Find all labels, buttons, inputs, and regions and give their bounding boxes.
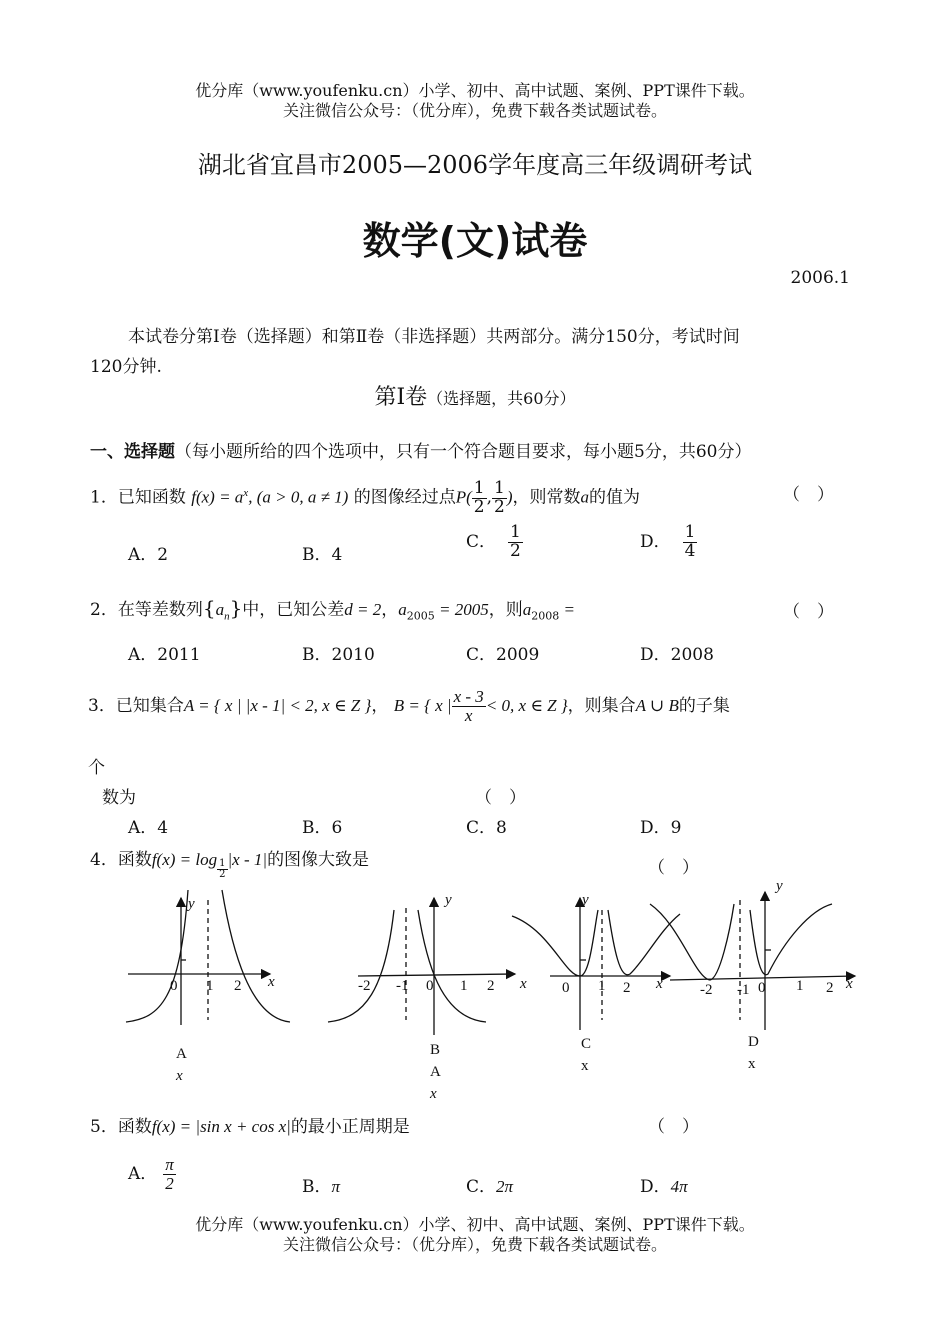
graph-d-tick-1: 1 [796,978,804,994]
q2-answer-bracket[interactable]: （ ） [783,602,834,622]
q2-term-b-sub: 2008 [531,609,560,623]
q5-option-b-label: B． [302,1177,332,1197]
q1-point-comma: , [486,487,492,508]
graph-a-sub: x [176,1068,183,1084]
q2-option-d-label: D． [640,645,671,665]
q2-seq-brace-close: } [229,596,243,620]
graph-d-curve-left [650,904,734,980]
q1-point-x [472,477,487,517]
graph-b-y-label: y [445,892,452,908]
q2-option-b[interactable] [302,640,375,665]
graph-a-tick-2: 2 [234,978,242,994]
q3-number: 3． [88,696,116,716]
q2-number: 2． [90,600,118,620]
q3-option-c[interactable] [466,813,507,838]
q2-text-pre: 在等差数列 [117,600,203,620]
q2-term-a-value: = 2005 [434,600,489,619]
q3-text-pre: 已知集合 [115,696,184,716]
q1-option-c[interactable] [466,524,523,561]
q2-term-a: a [398,600,407,619]
graph-c-label: C [581,1036,592,1052]
q4-log-base-num: 1 [219,857,226,869]
graph-b-x-axis [358,974,515,976]
q3-answer-bracket[interactable]: （ ） [475,788,526,808]
q1-option-d-label: D． [640,531,671,552]
q5-option-b-value: π [331,1177,341,1196]
q1-option-a-label: A． [128,545,158,565]
part-1-note: （选择题，共60分） [427,389,576,408]
graph-c-y-label: y [582,892,589,908]
graph-b-curve-left [328,910,394,1022]
q1-answer-bracket[interactable]: （ ） [783,485,834,505]
q4-text-pre: 函数 [117,850,152,870]
q2-difference: d = 2 [344,600,382,619]
q1-number: 1． [90,487,118,508]
graph-a[interactable] [126,890,290,1025]
q1-constant: a [580,487,589,507]
part-1-heading [0,380,950,411]
q2-seq-sub: n [224,610,230,623]
q1-function: f(x) = a [191,487,244,507]
q1-point-open: P( [455,487,472,507]
header-line-2: 关注微信公众号：（优分库），免费下载各类试题试卷。 [282,101,667,120]
graph-d-origin: 0 [758,980,766,996]
graph-a-curve-left [126,890,188,1022]
q1-point-close: ) [506,487,513,507]
q1-option-b-label: B． [302,545,332,565]
q3-option-b-label: B． [302,818,332,838]
q1-option-d-frac [683,524,698,561]
q5-answer-bracket[interactable]: （ ） [648,1117,699,1137]
graph-d-tick-neg2: -2 [700,982,713,998]
section-1-label: 一、选择题 [90,442,175,462]
q5-option-a-label: A． [128,1163,158,1184]
q3-frac-den: x [464,706,473,725]
q3-set-a: A = { x | |x - 1| < 2, x ∈ Z } [183,696,372,715]
graph-b-label: B [430,1042,441,1058]
q4-graph-options [120,870,860,1110]
graph-c-curve-left [512,910,598,976]
question-3 [88,680,730,732]
q3-set-b-post: < 0, x ∈ Z } [485,696,568,715]
q1-point-x-den: 2 [473,496,485,517]
q2-option-d-value: 2008 [670,645,714,665]
q3-continuation-2: 数为 [102,788,136,808]
q2-text-mid: 中，已知公差 [242,600,345,620]
part-1-label: 第Ⅰ卷 [374,385,428,410]
q5-option-d-value: 4π [670,1177,688,1196]
q2-term-b: a [522,600,532,619]
footer-line-1: 优分库（www.youfenku.cn）小学、初中、高中试题、案例、PPT课件下载。 [195,1215,755,1234]
graph-d-tick-2: 2 [826,980,834,996]
header-line-1: 优分库（www.youfenku.cn）小学、初中、高中试题、案例、PPT课件下载。 [195,81,755,100]
q4-text-post: 的图像大致是 [267,850,370,870]
q4-answer-bracket[interactable]: （ ） [648,858,699,878]
q1-option-b-value: 4 [331,545,343,565]
section-1-note: （每小题所给的四个选项中，只有一个符合题目要求，每小题5分，共60分） [175,442,752,462]
q5-number: 5． [90,1117,118,1137]
graph-b-tick-2: 2 [487,978,495,994]
q1-option-a[interactable] [128,540,168,565]
exam-subtitle: 数学(文)试卷 [362,219,588,263]
q3-option-c-label: C． [466,818,497,838]
graph-c-tick-2: 2 [623,980,631,996]
q3-text-post: ，则集合 [567,696,636,716]
q1-option-c-num: 1 [510,522,521,542]
q1-option-a-value: 2 [157,545,169,565]
q5-option-a-den: 2 [165,1173,174,1193]
graph-a-x-label: x [268,974,275,990]
section-1-heading [90,437,751,462]
graph-c[interactable] [512,898,680,1030]
q2-option-c-value: 2009 [496,645,540,665]
q1-option-c-frac [508,524,523,561]
graph-c-x-label-left: x [520,976,527,992]
graph-a-curve-right [222,890,290,1022]
q3-set-b-pre: B = { x | [393,696,452,715]
graph-b-origin: 0 [426,978,434,994]
q2-option-a[interactable] [128,640,201,665]
q4-log-base-den: 2 [219,869,226,880]
q2-term-a-sub: 2005 [406,609,435,623]
q2-option-a-value: 2011 [157,645,201,665]
q5-option-a[interactable] [128,1156,176,1193]
graph-c-tick-1: 1 [598,978,606,994]
q4-log-arg: |x - 1| [227,850,268,869]
question-5 [90,1112,410,1137]
graph-b-label-a: A [430,1064,441,1080]
q1-point-y-den: 2 [494,496,505,517]
q3-option-d-value: 9 [670,818,682,838]
graph-a-y-label: y [188,896,195,912]
q2-sep: ， [381,600,399,620]
q5-function: f(x) = |sin x + cos x| [151,1117,291,1136]
graph-d[interactable] [650,892,855,1030]
graph-a-label: A [176,1046,187,1062]
q1-option-c-label: C． [466,531,497,552]
exam-title: 湖北省宜昌市2005—2006学年度高三年级调研考试 [197,151,753,179]
q1-option-d-den: 4 [684,540,696,561]
graph-b-tick-1: 1 [460,978,468,994]
q1-exponent: x [243,487,249,499]
q5-option-c-value: 2π [496,1177,514,1196]
q5-text-post: 的最小正周期是 [290,1117,410,1137]
q3-option-a[interactable] [128,813,168,838]
q3-option-b[interactable] [302,813,342,838]
q3-option-b-value: 6 [331,818,343,838]
q3-union: A ∪ B [635,696,679,715]
q1-point-x-num: 1 [473,477,485,498]
q4-number: 4． [90,850,118,870]
q2-seq-brace-open: { [202,596,216,620]
question-2 [90,595,575,622]
q5-option-a-frac [163,1156,176,1193]
q1-condition: , (a > 0, a ≠ 1) [248,487,349,507]
graph-d-y-label: y [776,878,783,894]
q3-option-d[interactable] [640,813,681,838]
graph-c-x-label: x [656,976,663,992]
q5-text-pre: 函数 [117,1117,152,1137]
q2-term-b-eq: = [559,600,575,619]
graph-d-x-label: x [846,976,853,992]
q1-point-y-num: 1 [494,477,505,498]
graph-d-label: D [748,1034,759,1050]
q1-option-d[interactable] [640,524,697,561]
q2-option-a-label: A． [128,645,158,665]
graph-b-sub: x [430,1086,437,1102]
intro-line-1: 本试卷分第Ⅰ卷（选择题）和第Ⅱ卷（非选择题）共两部分。满分150分，考试时间 [128,327,740,347]
intro-line-2: 120分钟. [90,357,162,377]
graph-d-curve-right [750,904,832,975]
q2-text-then: ，则 [488,600,523,620]
graph-d-sub: x [748,1056,756,1072]
q5-option-b[interactable] [302,1172,340,1197]
q1-option-c-den: 2 [510,540,521,561]
q5-option-c[interactable] [466,1172,513,1197]
graph-b-curve-right [418,910,486,1022]
q2-option-b-label: B． [302,645,332,665]
graph-a-tick-1: 1 [206,978,214,994]
q3-continuation-1: 个 [88,758,105,778]
graph-b-tick-neg2: -2 [358,978,371,994]
q3-text-end: 的子集 [678,696,730,716]
q2-option-b-value: 2010 [331,645,375,665]
q1-text-end: 的值为 [589,487,640,508]
question-1 [90,470,640,521]
q3-option-a-label: A． [128,818,158,838]
exam-date: 2006.1 [790,268,850,288]
q1-text-pre: 已知函数 [117,487,186,508]
q3-set-b-frac [452,688,486,725]
graph-b[interactable] [328,898,515,1035]
q4-function: f(x) = log [151,850,218,869]
graph-d-tick-neg1: -1 [737,982,750,998]
q3-frac-num: x - 3 [453,687,484,707]
q1-option-d-num: 1 [684,522,696,542]
q2-option-c-label: C． [466,645,497,665]
graph-b-tick-neg1: -1 [396,978,409,994]
q3-option-a-value: 4 [157,818,169,838]
footer-line-2: 关注微信公众号：（优分库），免费下载各类试题试卷。 [282,1235,667,1254]
q3-sep: ， [371,696,389,716]
graph-a-origin: 0 [170,978,178,994]
q1-text-mid: 的图像经过点 [353,487,456,508]
q5-option-c-label: C． [466,1177,497,1197]
graph-c-origin: 0 [562,980,570,996]
q3-option-c-value: 8 [496,818,507,838]
q2-seq: a [215,600,225,619]
graph-c-sub: x [581,1058,589,1074]
q3-option-d-label: D． [640,818,671,838]
q2-option-c[interactable] [466,640,539,665]
q5-option-a-num: π [165,1155,174,1174]
q5-option-d[interactable] [640,1172,688,1197]
q5-option-d-label: D． [640,1177,671,1197]
graph-c-curve-right [608,910,680,975]
q2-option-d[interactable] [640,640,714,665]
q1-point-y [492,477,507,517]
q1-option-b[interactable] [302,540,342,565]
q1-text-post: ，则常数 [512,487,581,508]
